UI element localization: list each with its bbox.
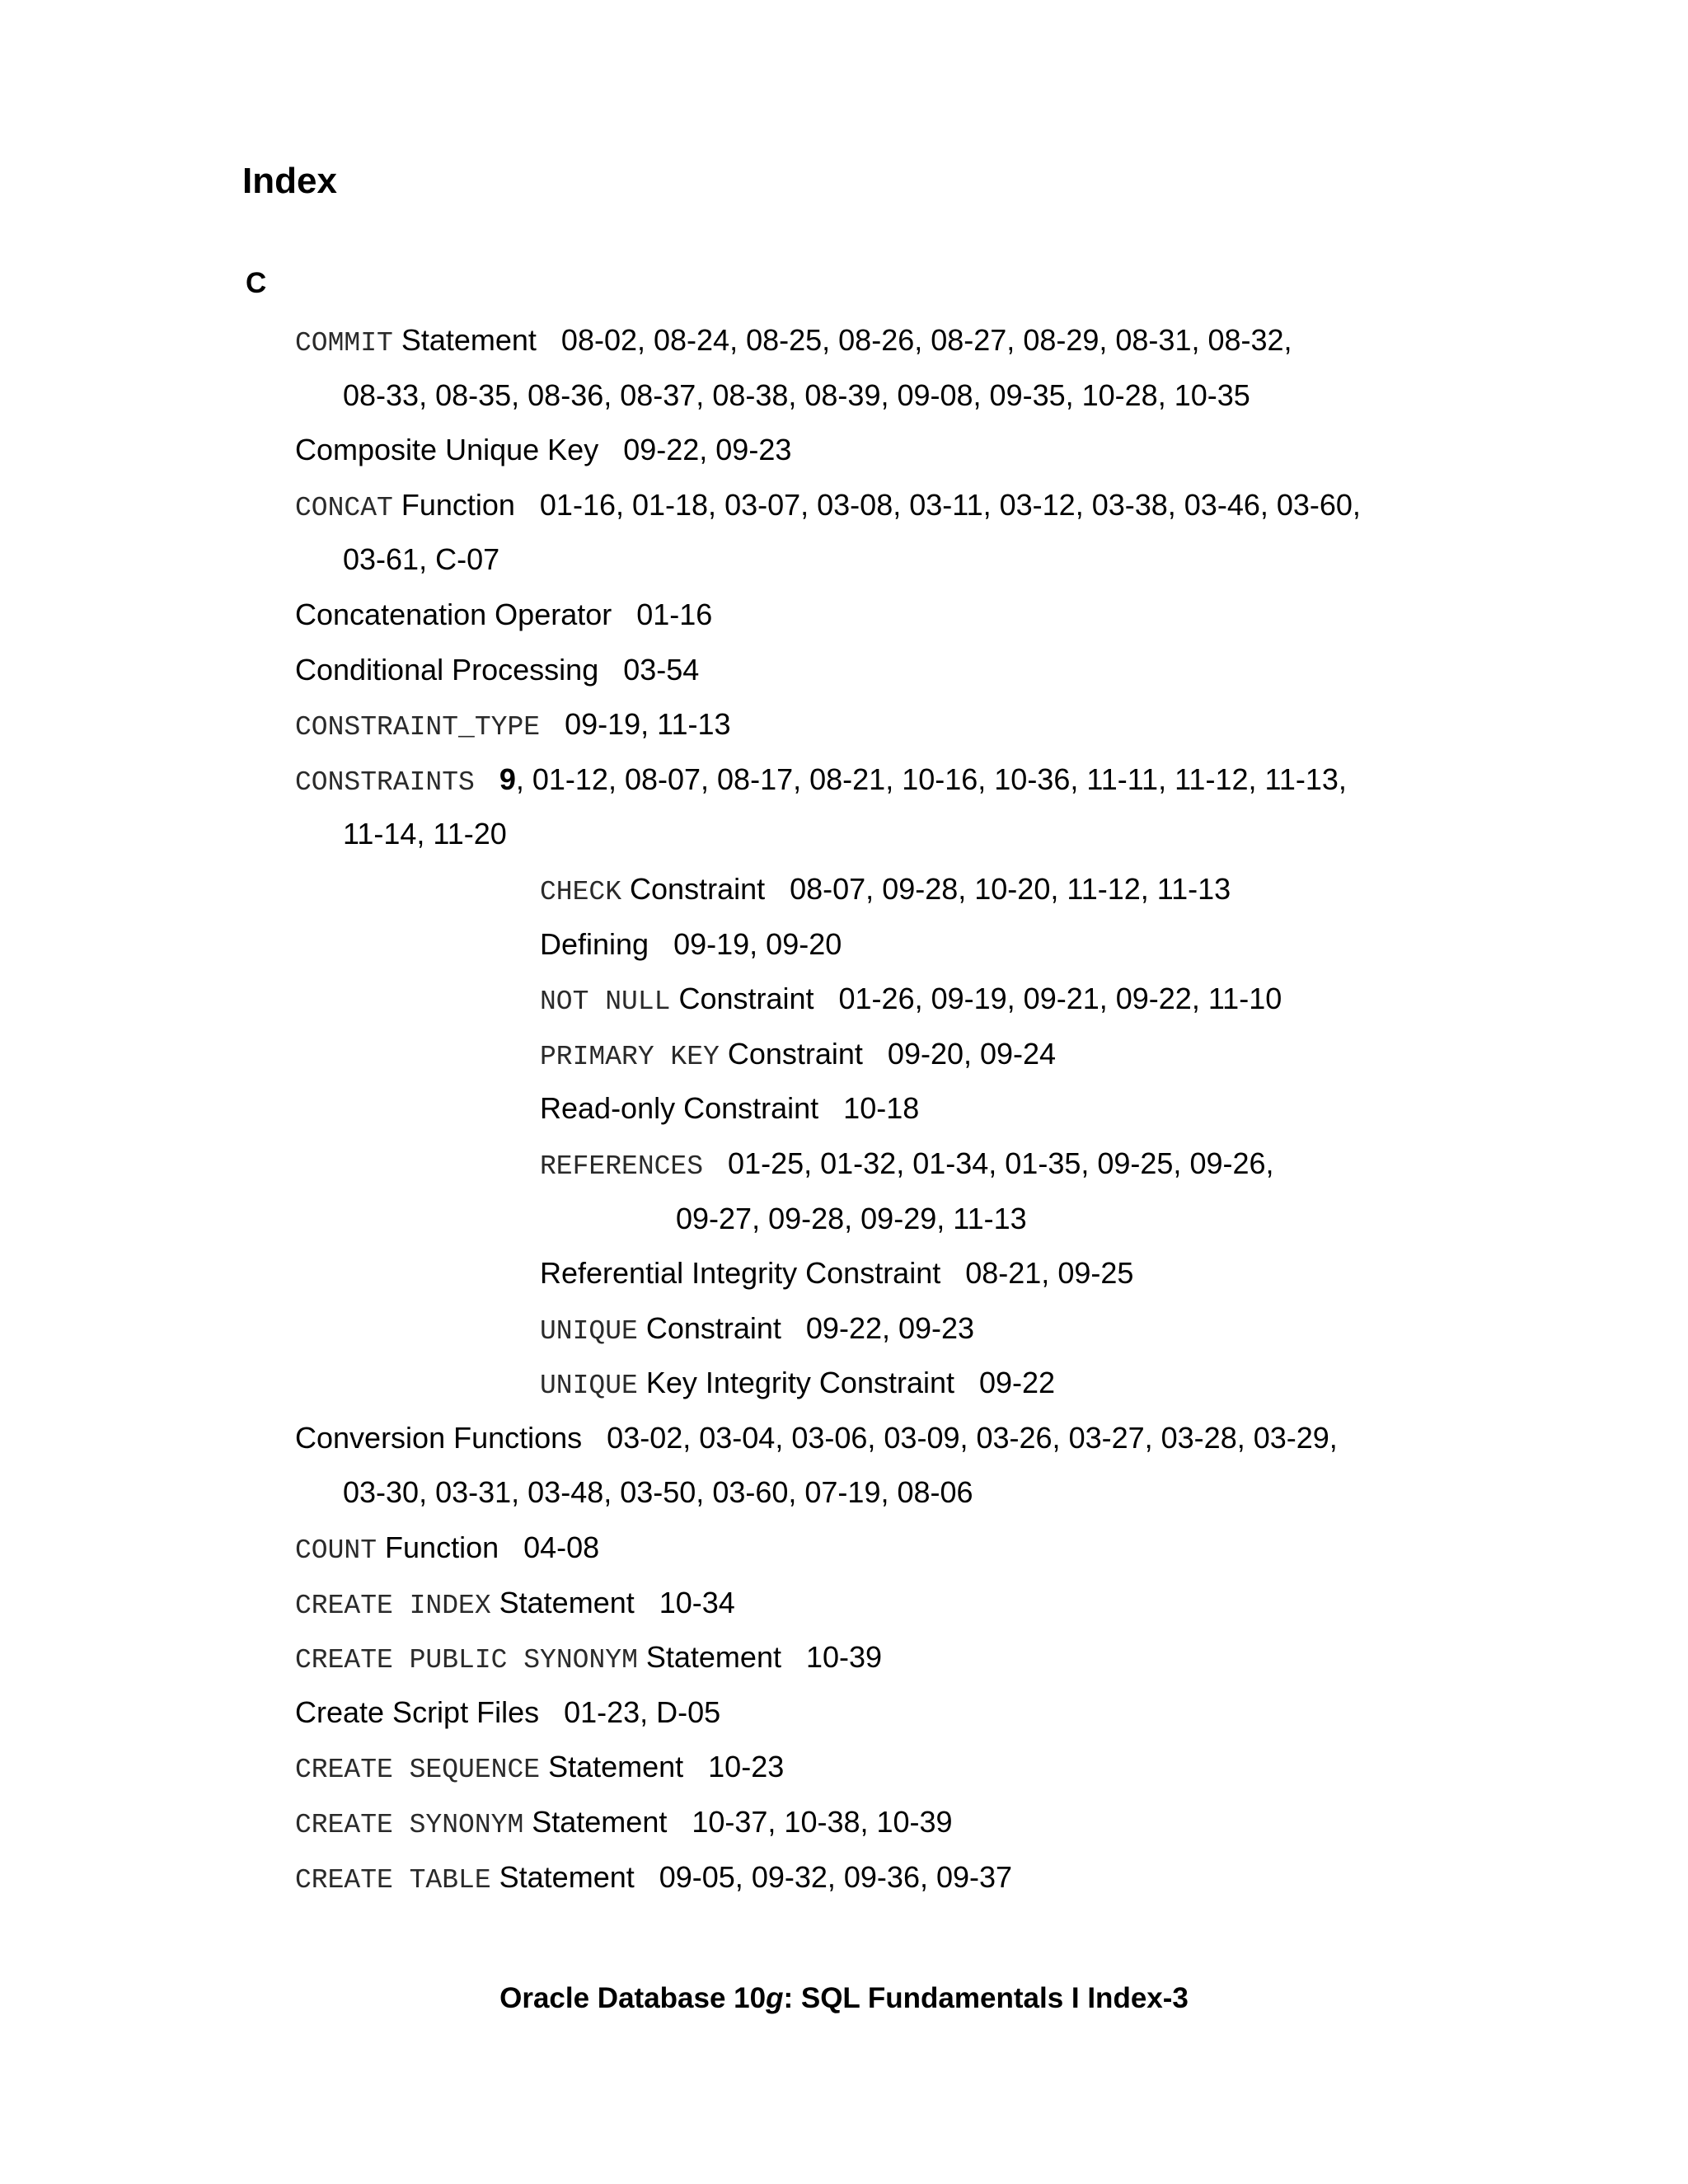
entry-page-refs: 03-61, C-07 bbox=[343, 542, 500, 577]
index-entry bbox=[0, 423, 1688, 478]
entry-line bbox=[0, 1685, 1688, 1741]
index-subentry bbox=[0, 917, 1688, 972]
entry-term: Statement bbox=[490, 1585, 635, 1619]
entry-page-refs: 08-02, 08-24, 08-25, 08-26, 08-27, 08-29, 08-31, 08-32, bbox=[560, 323, 1292, 357]
entry-page-refs: 03-02, 03-04, 03-06, 03-09, 03-26, 03-27, 03-28, 03-29, bbox=[607, 1420, 1338, 1455]
entry-page-refs: 10-34 bbox=[659, 1585, 735, 1619]
entry-term: Statement bbox=[637, 1640, 781, 1675]
entry-page-refs: 03-54 bbox=[623, 652, 700, 687]
index-entry bbox=[0, 1411, 1688, 1521]
entry-page-refs: 09-19, 11-13 bbox=[565, 707, 731, 742]
entry-continuation-line bbox=[0, 1465, 1688, 1521]
entry-page-refs: 09-20, 09-24 bbox=[887, 1036, 1057, 1071]
index-entry bbox=[0, 588, 1688, 643]
entry-term: Composite Unique Key bbox=[295, 433, 599, 467]
entry-page-refs: 09-22, 09-23 bbox=[623, 433, 792, 467]
entry-line bbox=[0, 862, 1688, 917]
entry-term: Statement bbox=[490, 1859, 635, 1894]
index-subentry bbox=[0, 1356, 1688, 1411]
entry-term: Referential Integrity Constraint bbox=[540, 1256, 941, 1291]
entry-term: Statement bbox=[540, 1750, 684, 1784]
entry-page-refs: 01-26, 09-19, 09-21, 09-22, 11-10 bbox=[838, 982, 1282, 1016]
entry-continuation-line bbox=[0, 807, 1688, 862]
entry-term: Defining bbox=[540, 926, 649, 961]
entry-code-term: CREATE INDEX bbox=[295, 1590, 491, 1621]
entry-page-refs: 08-21, 09-25 bbox=[965, 1256, 1134, 1291]
entry-page-refs: 01-16 bbox=[636, 597, 713, 631]
entry-line bbox=[0, 1027, 1688, 1082]
entry-line bbox=[0, 423, 1688, 478]
entry-line bbox=[0, 1137, 1688, 1192]
footer-prefix: Oracle Database 10 bbox=[499, 1982, 767, 2014]
entry-line bbox=[0, 643, 1688, 698]
entry-line bbox=[0, 313, 1688, 368]
entry-page-refs: 10-37, 10-38, 10-39 bbox=[692, 1805, 953, 1840]
entry-code-term: CONSTRAINTS bbox=[295, 766, 475, 798]
index-subentry bbox=[0, 972, 1688, 1027]
entry-line bbox=[0, 752, 1688, 808]
entry-page-refs: 09-22 bbox=[979, 1366, 1056, 1400]
footer-suffix: : SQL Fundamentals I Index-3 bbox=[783, 1982, 1189, 2014]
entry-term: Concatenation Operator bbox=[295, 597, 612, 631]
entry-term: Create Script Files bbox=[295, 1694, 540, 1729]
entry-line bbox=[0, 917, 1688, 972]
entry-page-refs: 01-16, 01-18, 03-07, 03-08, 03-11, 03-12, 03-38, 03-46, 03-60, bbox=[539, 487, 1361, 522]
entry-term: Statement bbox=[523, 1805, 668, 1840]
entry-page-refs: 01-25, 01-32, 01-34, 01-35, 09-25, 09-26, bbox=[728, 1146, 1274, 1180]
entry-page-refs: 09-27, 09-28, 09-29, 11-13 bbox=[676, 1201, 1027, 1235]
entry-page-refs: 01-23, D-05 bbox=[564, 1694, 721, 1729]
index-entry bbox=[0, 1685, 1688, 1741]
entry-page-refs: 11-14, 11-20 bbox=[343, 817, 507, 851]
entry-page-refs: 09-05, 09-32, 09-36, 09-37 bbox=[659, 1859, 1013, 1894]
entry-term: Read-only Constraint bbox=[540, 1091, 819, 1126]
entry-term: Statement bbox=[392, 323, 537, 357]
index-entry bbox=[0, 1576, 1688, 1631]
section-letter: C bbox=[246, 267, 267, 299]
entry-code-term: CONSTRAINT_TYPE bbox=[295, 712, 541, 743]
index-entry bbox=[0, 313, 1688, 423]
entry-code-term: NOT NULL bbox=[540, 987, 671, 1018]
entry-page-refs: 08-33, 08-35, 08-36, 08-37, 08-38, 08-39, 09-08, 09-35, 10-28, 10-35 bbox=[343, 377, 1250, 412]
entry-term: Conversion Functions bbox=[295, 1420, 583, 1455]
entry-continuation-line bbox=[0, 532, 1688, 588]
page-title: Index bbox=[242, 161, 337, 201]
entry-line bbox=[0, 1356, 1688, 1411]
entry-line bbox=[0, 1630, 1688, 1685]
entry-line bbox=[0, 1576, 1688, 1631]
index-entry bbox=[0, 1795, 1688, 1850]
index-subentry bbox=[0, 862, 1688, 917]
entry-code-term: CREATE SYNONYM bbox=[295, 1810, 524, 1841]
index-entry bbox=[0, 697, 1688, 752]
entry-term: Function bbox=[392, 487, 515, 522]
entry-page-refs: 10-18 bbox=[843, 1091, 920, 1126]
entry-line bbox=[0, 1411, 1688, 1466]
entry-line bbox=[0, 588, 1688, 643]
entry-page-refs: 09-19, 09-20 bbox=[673, 926, 842, 961]
entry-term: Conditional Processing bbox=[295, 652, 599, 687]
entry-code-term: CREATE SEQUENCE bbox=[295, 1755, 541, 1786]
index-subentry bbox=[0, 1246, 1688, 1301]
entry-page-refs: 08-07, 09-28, 10-20, 11-12, 11-13 bbox=[790, 871, 1231, 906]
entry-code-term: CONCAT bbox=[295, 492, 393, 523]
entry-page-refs: 03-30, 03-31, 03-48, 03-50, 03-60, 07-19, 08-06 bbox=[343, 1475, 973, 1510]
index-subentry bbox=[0, 1027, 1688, 1082]
entry-term: Constraint bbox=[670, 982, 814, 1016]
entry-line bbox=[0, 1740, 1688, 1795]
entry-term: Function bbox=[377, 1530, 499, 1565]
entry-line bbox=[0, 972, 1688, 1027]
entry-code-term: CREATE TABLE bbox=[295, 1864, 491, 1896]
entry-code-term: PRIMARY KEY bbox=[540, 1041, 720, 1072]
entry-line bbox=[0, 1246, 1688, 1301]
entry-line bbox=[0, 1081, 1688, 1137]
entry-term: Constraint bbox=[719, 1036, 863, 1071]
entry-term: Key Integrity Constraint bbox=[637, 1366, 954, 1400]
entry-code-term: COMMIT bbox=[295, 328, 393, 359]
entry-code-term: REFERENCES bbox=[540, 1151, 704, 1182]
index-entries bbox=[0, 313, 1688, 1905]
entry-page-refs: 10-39 bbox=[805, 1640, 883, 1675]
entry-page-refs: 09-22, 09-23 bbox=[805, 1310, 975, 1345]
index-subentry bbox=[0, 1081, 1688, 1137]
entry-line bbox=[0, 478, 1688, 533]
index-subentry bbox=[0, 1137, 1688, 1246]
index-entry bbox=[0, 1850, 1688, 1905]
entry-code-term: COUNT bbox=[295, 1535, 377, 1567]
index-entry bbox=[0, 752, 1688, 862]
entry-code-term: UNIQUE bbox=[540, 1371, 638, 1402]
footer-italic: g bbox=[766, 1982, 784, 2014]
index-entry bbox=[0, 1630, 1688, 1685]
entry-code-term: CHECK bbox=[540, 876, 622, 907]
entry-line bbox=[0, 1850, 1688, 1905]
index-entry bbox=[0, 1740, 1688, 1795]
index-entry bbox=[0, 1521, 1688, 1576]
entry-code-term: UNIQUE bbox=[540, 1315, 638, 1347]
entry-line bbox=[0, 1795, 1688, 1850]
page-footer bbox=[0, 1981, 1688, 2016]
entry-term: Constraint bbox=[621, 871, 766, 906]
entry-page-refs: 04-08 bbox=[523, 1530, 600, 1565]
index-entry bbox=[0, 478, 1688, 588]
index-entry bbox=[0, 643, 1688, 698]
entry-term: Constraint bbox=[637, 1310, 781, 1345]
entry-page-refs: , 01-12, 08-07, 08-17, 08-21, 10-16, 10-36, 11-11, 11-12, 11-13, bbox=[515, 762, 1347, 796]
entry-bold-page-ref: 9 bbox=[499, 762, 516, 796]
entry-code-term: CREATE PUBLIC SYNONYM bbox=[295, 1645, 638, 1676]
entry-line bbox=[0, 697, 1688, 752]
entry-page-refs: 10-23 bbox=[708, 1750, 785, 1784]
entry-line bbox=[0, 1521, 1688, 1576]
entry-continuation-line bbox=[0, 368, 1688, 424]
entry-continuation-line bbox=[0, 1192, 1688, 1247]
index-subentry bbox=[0, 1301, 1688, 1357]
entry-line bbox=[0, 1301, 1688, 1357]
